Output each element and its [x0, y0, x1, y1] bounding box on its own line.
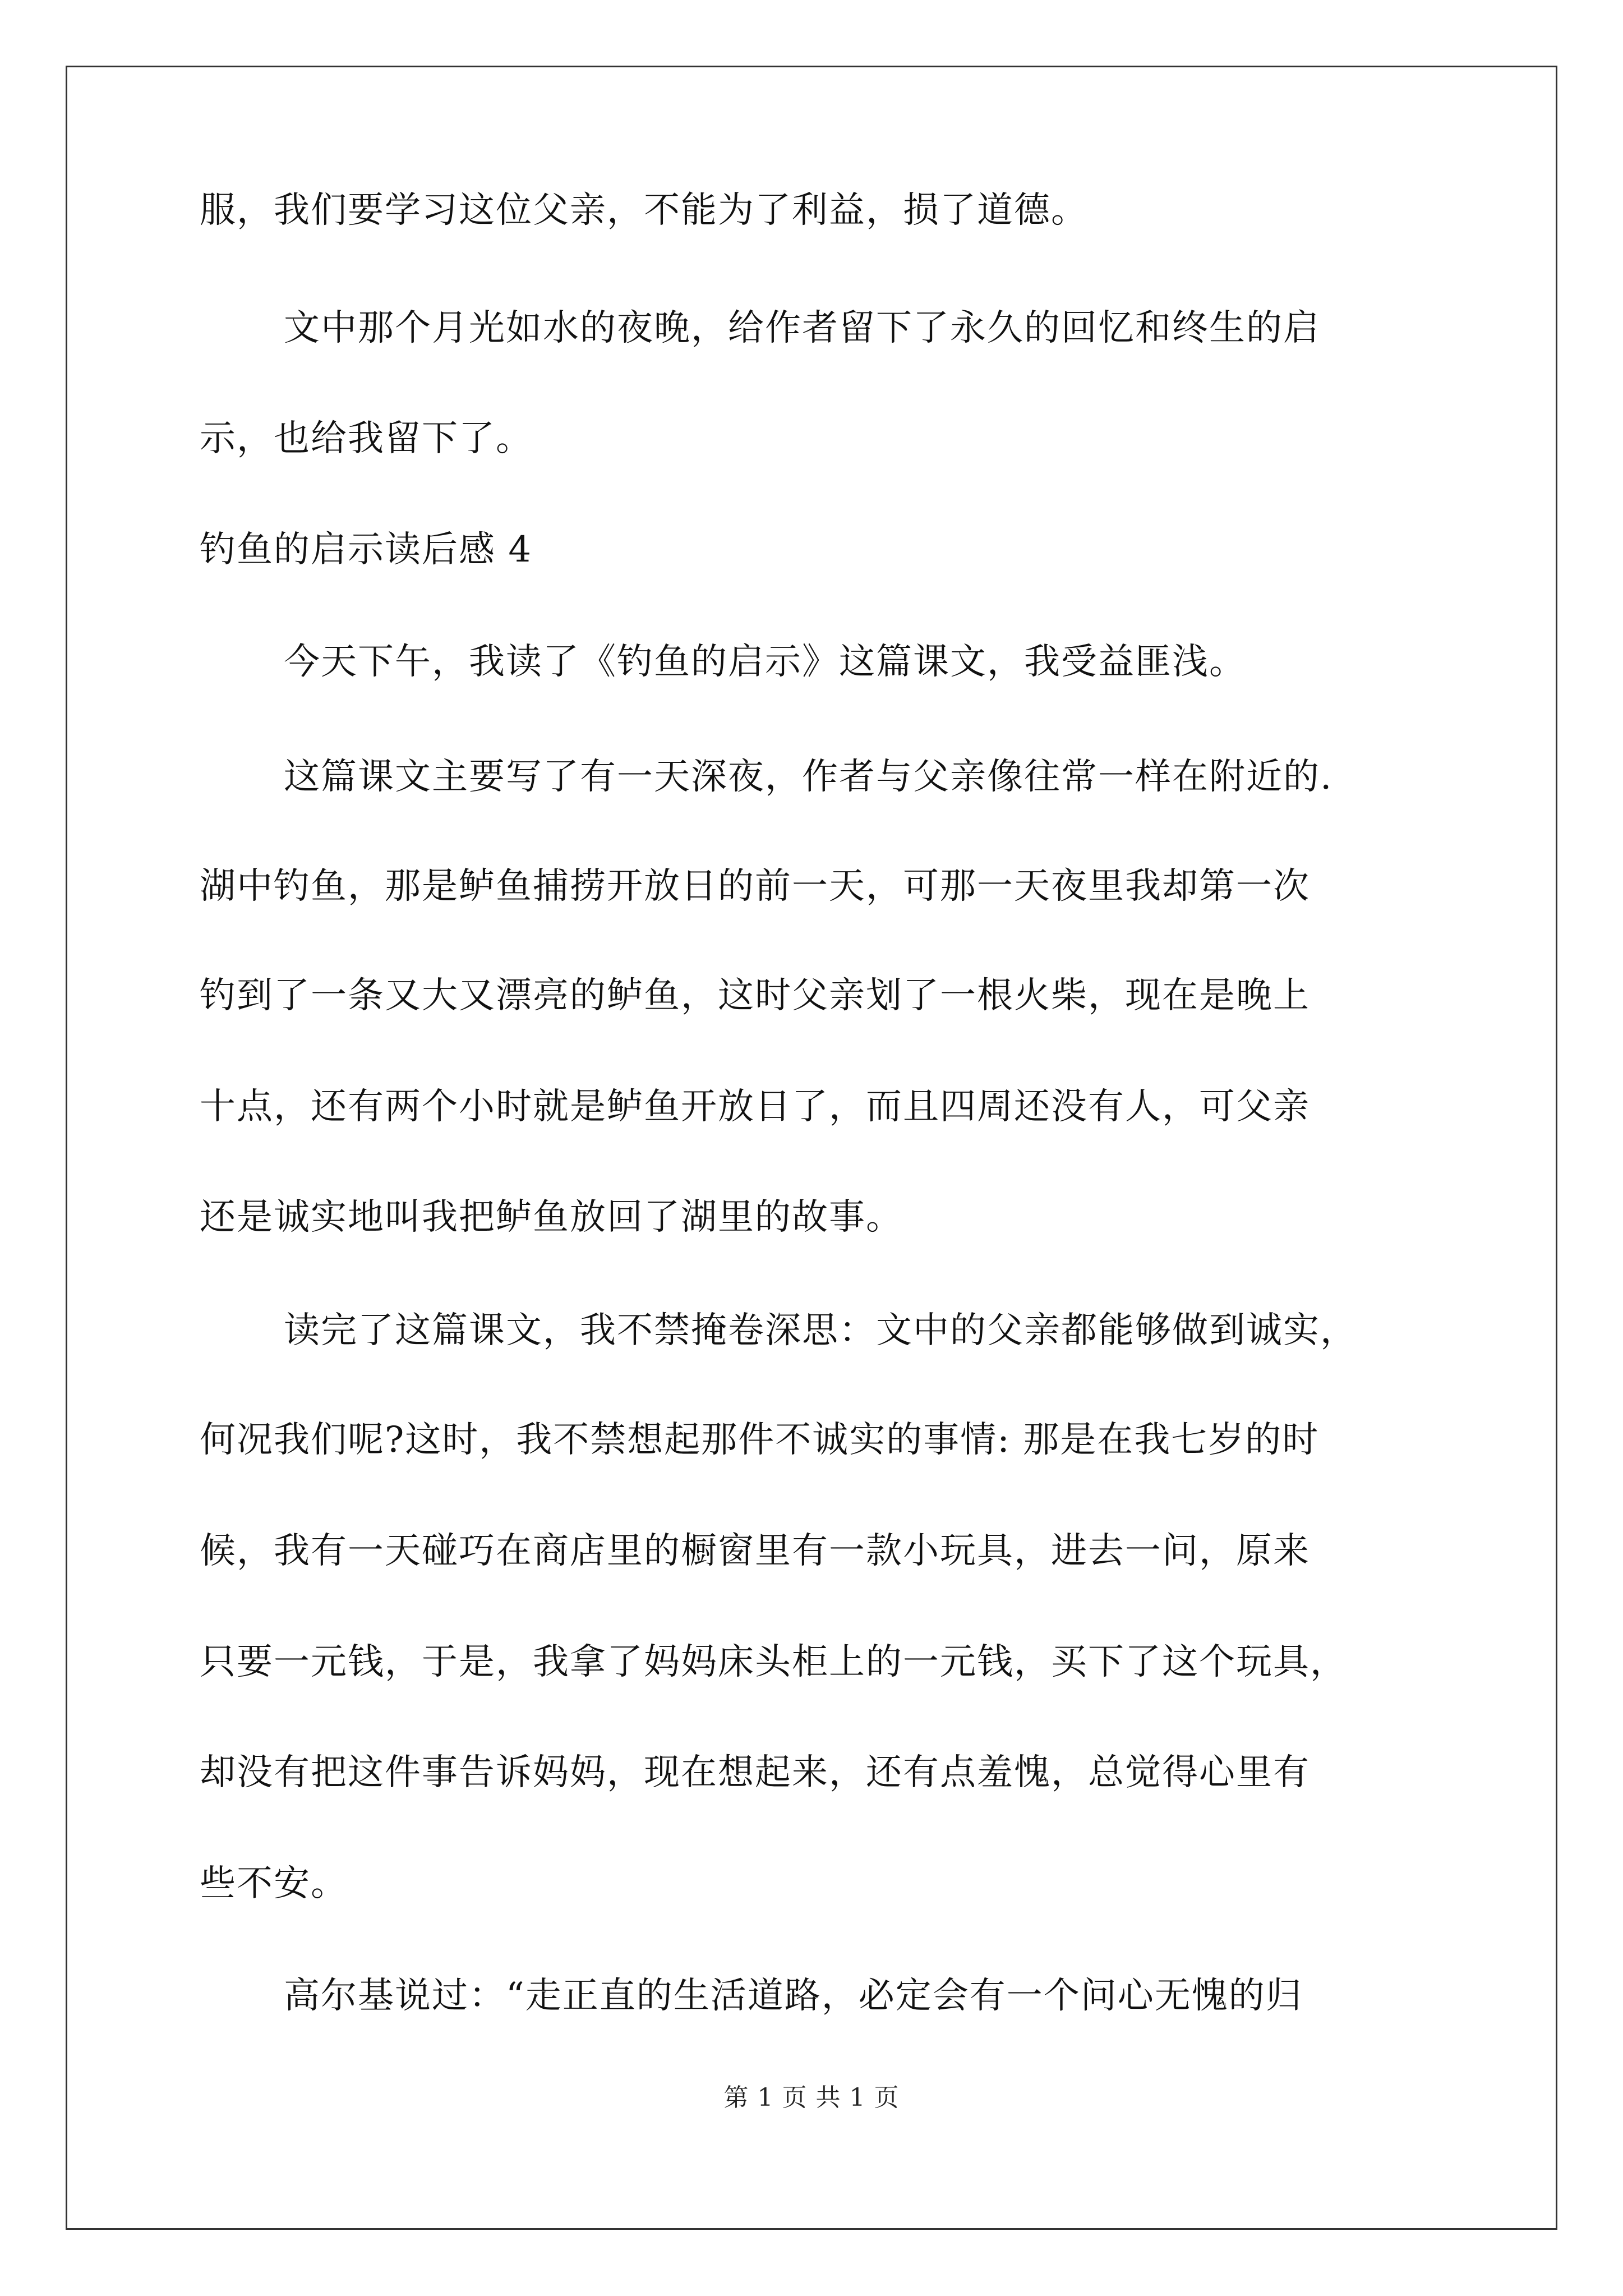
paragraph-line: 却没有把这件事告诉妈妈，现在想起来，还有点羞愧，总觉得心里有 — [200, 1752, 1310, 1793]
paragraph-line: 读完了这篇课文，我不禁掩卷深思：文中的父亲都能够做到诚实， — [284, 1310, 1357, 1351]
paragraph-line: 些不安。 — [200, 1863, 348, 1904]
paragraph-line: 只要一元钱，于是，我拿了妈妈床头柜上的一元钱，买下了这个玩具， — [200, 1641, 1347, 1683]
paragraph-line: 候，我有一天碰巧在商店里的橱窗里有一款小玩具，进去一问，原来 — [200, 1530, 1310, 1572]
paragraph-line: 这篇课文主要写了有一天深夜，作者与父亲像往常一样在附近的. — [284, 756, 1333, 798]
paragraph-line: 何况我们呢?这时，我不禁想起那件不诚实的事情: 那是在我七岁的时 — [200, 1419, 1320, 1461]
paragraph-line: 文中那个月光如水的夜晚，给作者留下了永久的回忆和终生的启 — [284, 307, 1320, 349]
paragraph-line: 十点，还有两个小时就是鲈鱼开放日了，而且四周还没有人，可父亲 — [200, 1086, 1310, 1128]
paragraph-line: 湖中钓鱼，那是鲈鱼捕捞开放日的前一天，可那一天夜里我却第一次 — [200, 866, 1310, 907]
paragraph-line: 服，我们要学习这位父亲，不能为了利益，损了道德。 — [200, 190, 1088, 231]
paragraph-line: 示，也给我留下了。 — [200, 418, 533, 459]
page-number: 第 1 页 共 1 页 — [723, 2083, 900, 2112]
paragraph-line: 高尔基说过：“走正直的生活道路，必定会有一个问心无愧的归 — [284, 1975, 1303, 2017]
section-heading: 钓鱼的启示读后感 4 — [200, 529, 533, 570]
paragraph-line: 今天下午，我读了《钓鱼的启示》这篇课文，我受益匪浅。 — [284, 641, 1246, 683]
paragraph-line: 还是诚实地叫我把鲈鱼放回了湖里的故事。 — [200, 1197, 903, 1238]
paragraph-line: 钓到了一条又大又漂亮的鲈鱼，这时父亲划了一根火柴，现在是晚上 — [200, 975, 1310, 1016]
